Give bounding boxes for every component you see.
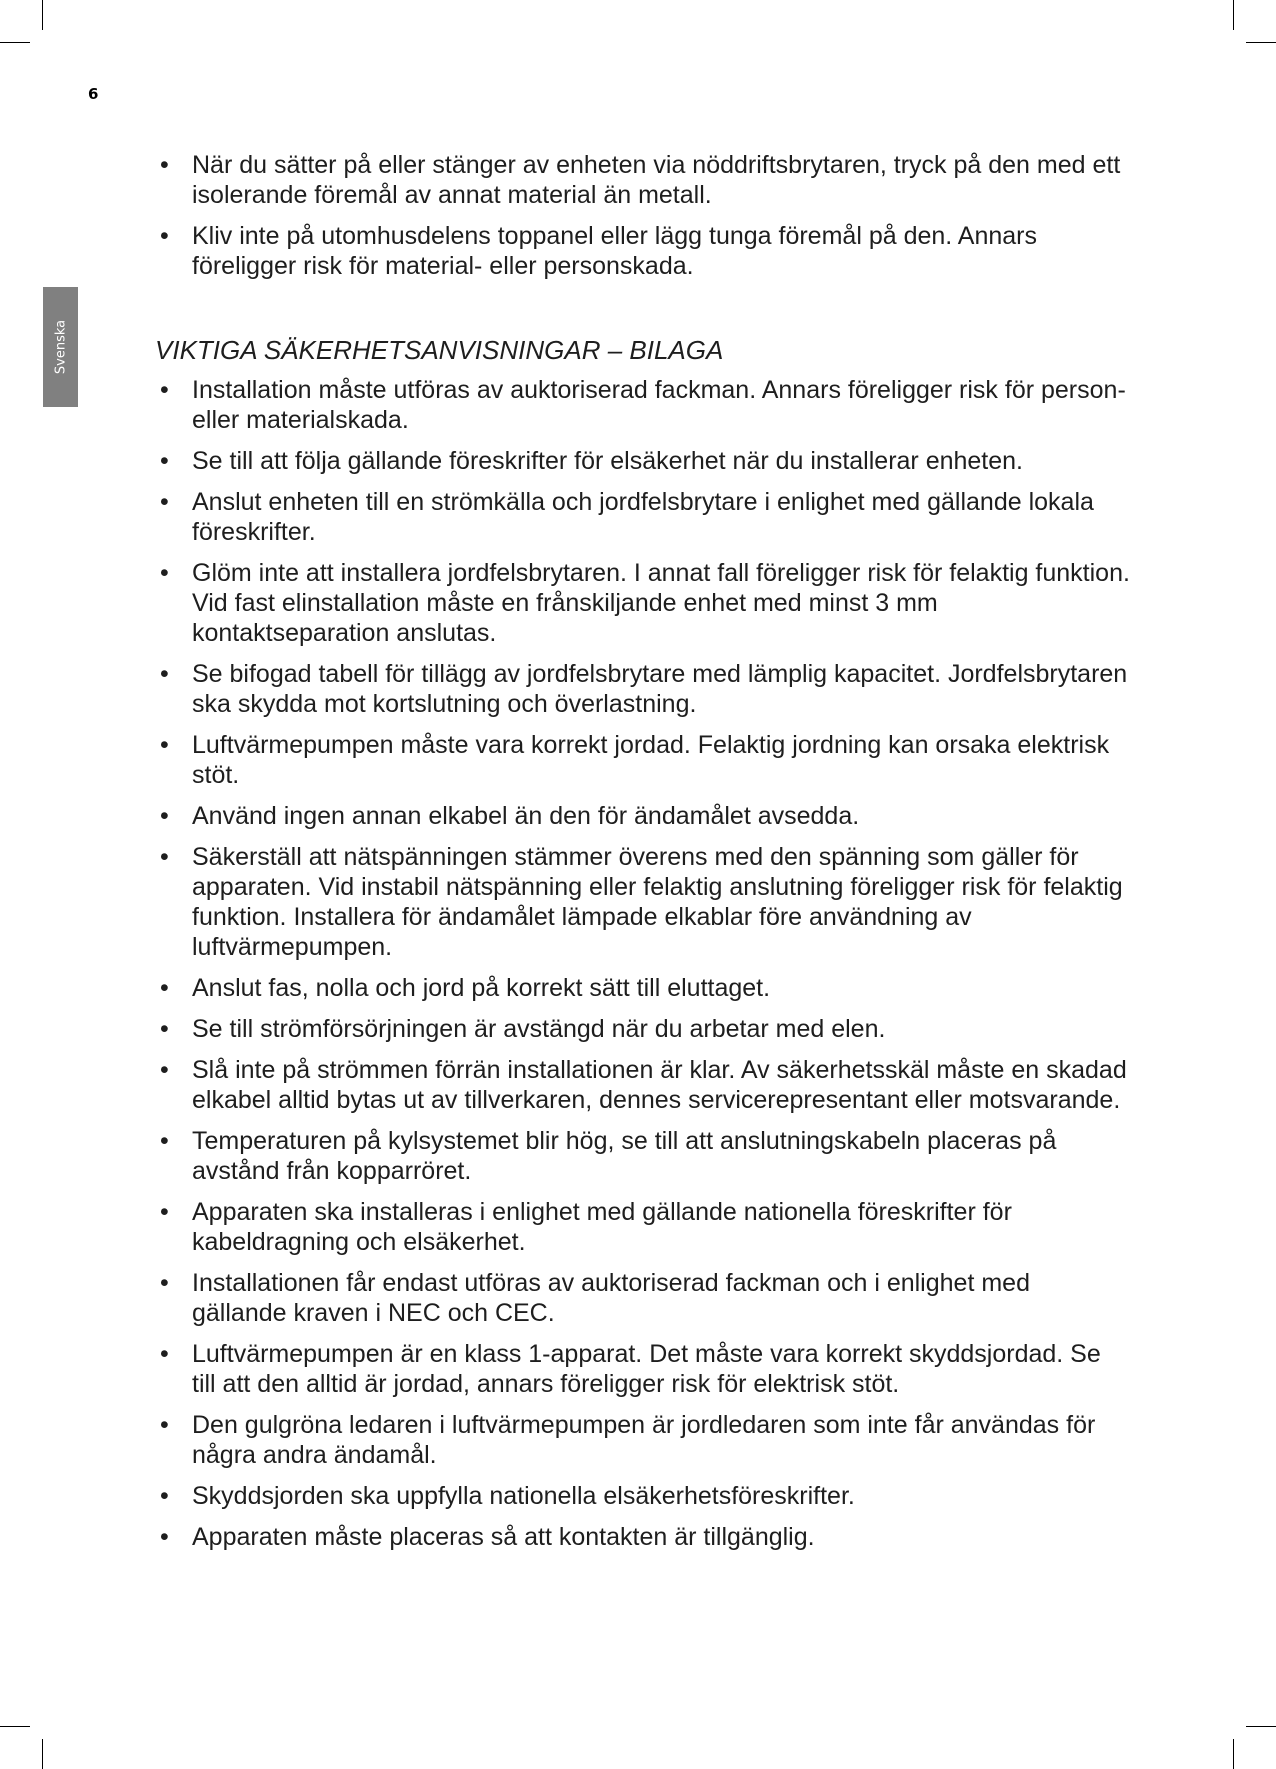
bullet-icon: • xyxy=(160,843,169,871)
section-heading: VIKTIGA SÄKERHETSANVISNINGAR – BILAGA xyxy=(155,335,724,365)
crop-mark-bottom-right-vertical xyxy=(1233,1739,1234,1769)
list-item-text: Temperaturen på kylsystemet blir hög, se till att anslutningskabeln placeras på avstånd från kopparröret. xyxy=(192,1127,1057,1185)
list-item-text: Glöm inte att installera jordfelsbrytaren. I annat fall föreligger risk för felaktig funktion. Vid fast elinstallation måste en frånskiljande enhet med minst 3 mm kontaktseparation anslutas. xyxy=(192,559,1130,647)
bullet-icon: • xyxy=(160,731,169,759)
list-item-text: Se till att följa gällande föreskrifter för elsäkerhet när du installerar enheten. xyxy=(192,447,1024,475)
crop-mark-top-left-horizontal xyxy=(0,42,30,43)
list-item-text: Anslut enheten till en strömkälla och jordfelsbrytare i enlighet med gällande lokala föreskrifter. xyxy=(192,488,1094,546)
list-item-text: Apparaten ska installeras i enlighet med gällande nationella föreskrifter för kabeldragning och elsäkerhet. xyxy=(192,1198,1012,1256)
bullet-icon: • xyxy=(160,1269,169,1297)
bullet-icon: • xyxy=(160,1340,169,1368)
crop-mark-bottom-right-horizontal xyxy=(1246,1726,1276,1727)
list-item-text: När du sätter på eller stänger av enheten via nöddriftsbrytaren, tryck på den med ett isolerande föremål av annat material än metall. xyxy=(192,151,1121,209)
list-item-text: Luftvärmepumpen måste vara korrekt jordad. Felaktig jordning kan orsaka elektrisk stöt. xyxy=(192,731,1110,789)
list-item-text: Använd ingen annan elkabel än den för ändamålet avsedda. xyxy=(192,802,860,830)
list-item-text: Apparaten måste placeras så att kontakten är tillgänglig. xyxy=(192,1523,815,1551)
list-item-text: Slå inte på strömmen förrän installationen är klar. Av säkerhetsskäl måste en skadad elkabel alltid bytas ut av tillverkaren, dennes servicerepresentant eller motsvarande. xyxy=(192,1056,1127,1114)
list-item xyxy=(155,221,1130,281)
list-item xyxy=(155,558,1130,648)
intro-list xyxy=(155,150,1130,281)
list-item xyxy=(155,1410,1130,1470)
intro-section xyxy=(155,150,1130,292)
page-number: 6 xyxy=(88,85,99,103)
bullet-icon: • xyxy=(160,1056,169,1084)
list-item-text: Luftvärmepumpen är en klass 1-apparat. Det måste vara korrekt skyddsjordad. Se till att den alltid är jordad, annars föreligger risk för elektrisk stöt. xyxy=(192,1340,1101,1398)
bullet-icon: • xyxy=(160,1198,169,1226)
crop-mark-bottom-left-horizontal xyxy=(0,1726,30,1727)
bullet-icon: • xyxy=(160,222,169,250)
list-item-text: Installationen får endast utföras av auktoriserad fackman och i enlighet med gällande kraven i NEC och CEC. xyxy=(192,1269,1030,1327)
bullet-icon: • xyxy=(160,974,169,1002)
bullet-icon: • xyxy=(160,1015,169,1043)
list-item xyxy=(155,1055,1130,1115)
bullet-icon: • xyxy=(160,488,169,516)
list-item xyxy=(155,801,1130,831)
bullet-icon: • xyxy=(160,802,169,830)
list-item xyxy=(155,1522,1130,1552)
language-side-tab xyxy=(43,287,78,407)
bullet-icon: • xyxy=(160,376,169,404)
bullet-icon: • xyxy=(160,447,169,475)
bullet-icon: • xyxy=(160,1482,169,1510)
bullet-icon: • xyxy=(160,1411,169,1439)
list-item xyxy=(155,1481,1130,1511)
list-item xyxy=(155,1339,1130,1399)
bullet-icon: • xyxy=(160,1127,169,1155)
crop-mark-top-right-vertical xyxy=(1233,0,1234,30)
safety-appendix-section xyxy=(155,334,1130,1563)
list-item-text: Se bifogad tabell för tillägg av jordfelsbrytare med lämplig kapacitet. Jordfelsbrytaren ska skydda mot kortslutning och överlastning. xyxy=(192,660,1128,718)
language-side-tab-label: Svenska xyxy=(53,319,68,375)
list-item xyxy=(155,730,1130,790)
list-item-text: Den gulgröna ledaren i luftvärmepumpen är jordledaren som inte får användas för några andra ändamål. xyxy=(192,1411,1096,1469)
list-item-text: Anslut fas, nolla och jord på korrekt sätt till eluttaget. xyxy=(192,974,771,1002)
list-item xyxy=(155,1268,1130,1328)
list-item xyxy=(155,1197,1130,1257)
list-item xyxy=(155,1126,1130,1186)
list-item-text: Kliv inte på utomhusdelens toppanel eller lägg tunga föremål på den. Annars föreligger risk för material- eller personskada. xyxy=(192,222,1038,280)
bullet-icon: • xyxy=(160,559,169,587)
crop-mark-top-right-horizontal xyxy=(1246,42,1276,43)
list-item xyxy=(155,446,1130,476)
list-item-text: Skyddsjorden ska uppfylla nationella elsäkerhetsföreskrifter. xyxy=(192,1482,855,1510)
crop-mark-top-left-vertical xyxy=(42,0,43,30)
list-item xyxy=(155,973,1130,1003)
bullet-icon: • xyxy=(160,1523,169,1551)
safety-instructions-list xyxy=(155,375,1130,1552)
crop-mark-bottom-left-vertical xyxy=(42,1739,43,1769)
list-item xyxy=(155,150,1130,210)
list-item xyxy=(155,375,1130,435)
list-item xyxy=(155,487,1130,547)
list-item xyxy=(155,659,1130,719)
list-item-text: Installation måste utföras av auktoriserad fackman. Annars föreligger risk för person- eller materialskada. xyxy=(192,376,1126,434)
list-item-text: Säkerställ att nätspänningen stämmer överens med den spänning som gäller för apparaten. Vid instabil nätspänning eller felaktig anslutning föreligger risk för felaktig funktion. Installera för ändamålet lämpade elkablar före användning av luftvärmepumpen. xyxy=(192,843,1123,961)
list-item xyxy=(155,1014,1130,1044)
list-item xyxy=(155,842,1130,962)
list-item-text: Se till strömförsörjningen är avstängd när du arbetar med elen. xyxy=(192,1015,886,1043)
bullet-icon: • xyxy=(160,151,169,179)
bullet-icon: • xyxy=(160,660,169,688)
